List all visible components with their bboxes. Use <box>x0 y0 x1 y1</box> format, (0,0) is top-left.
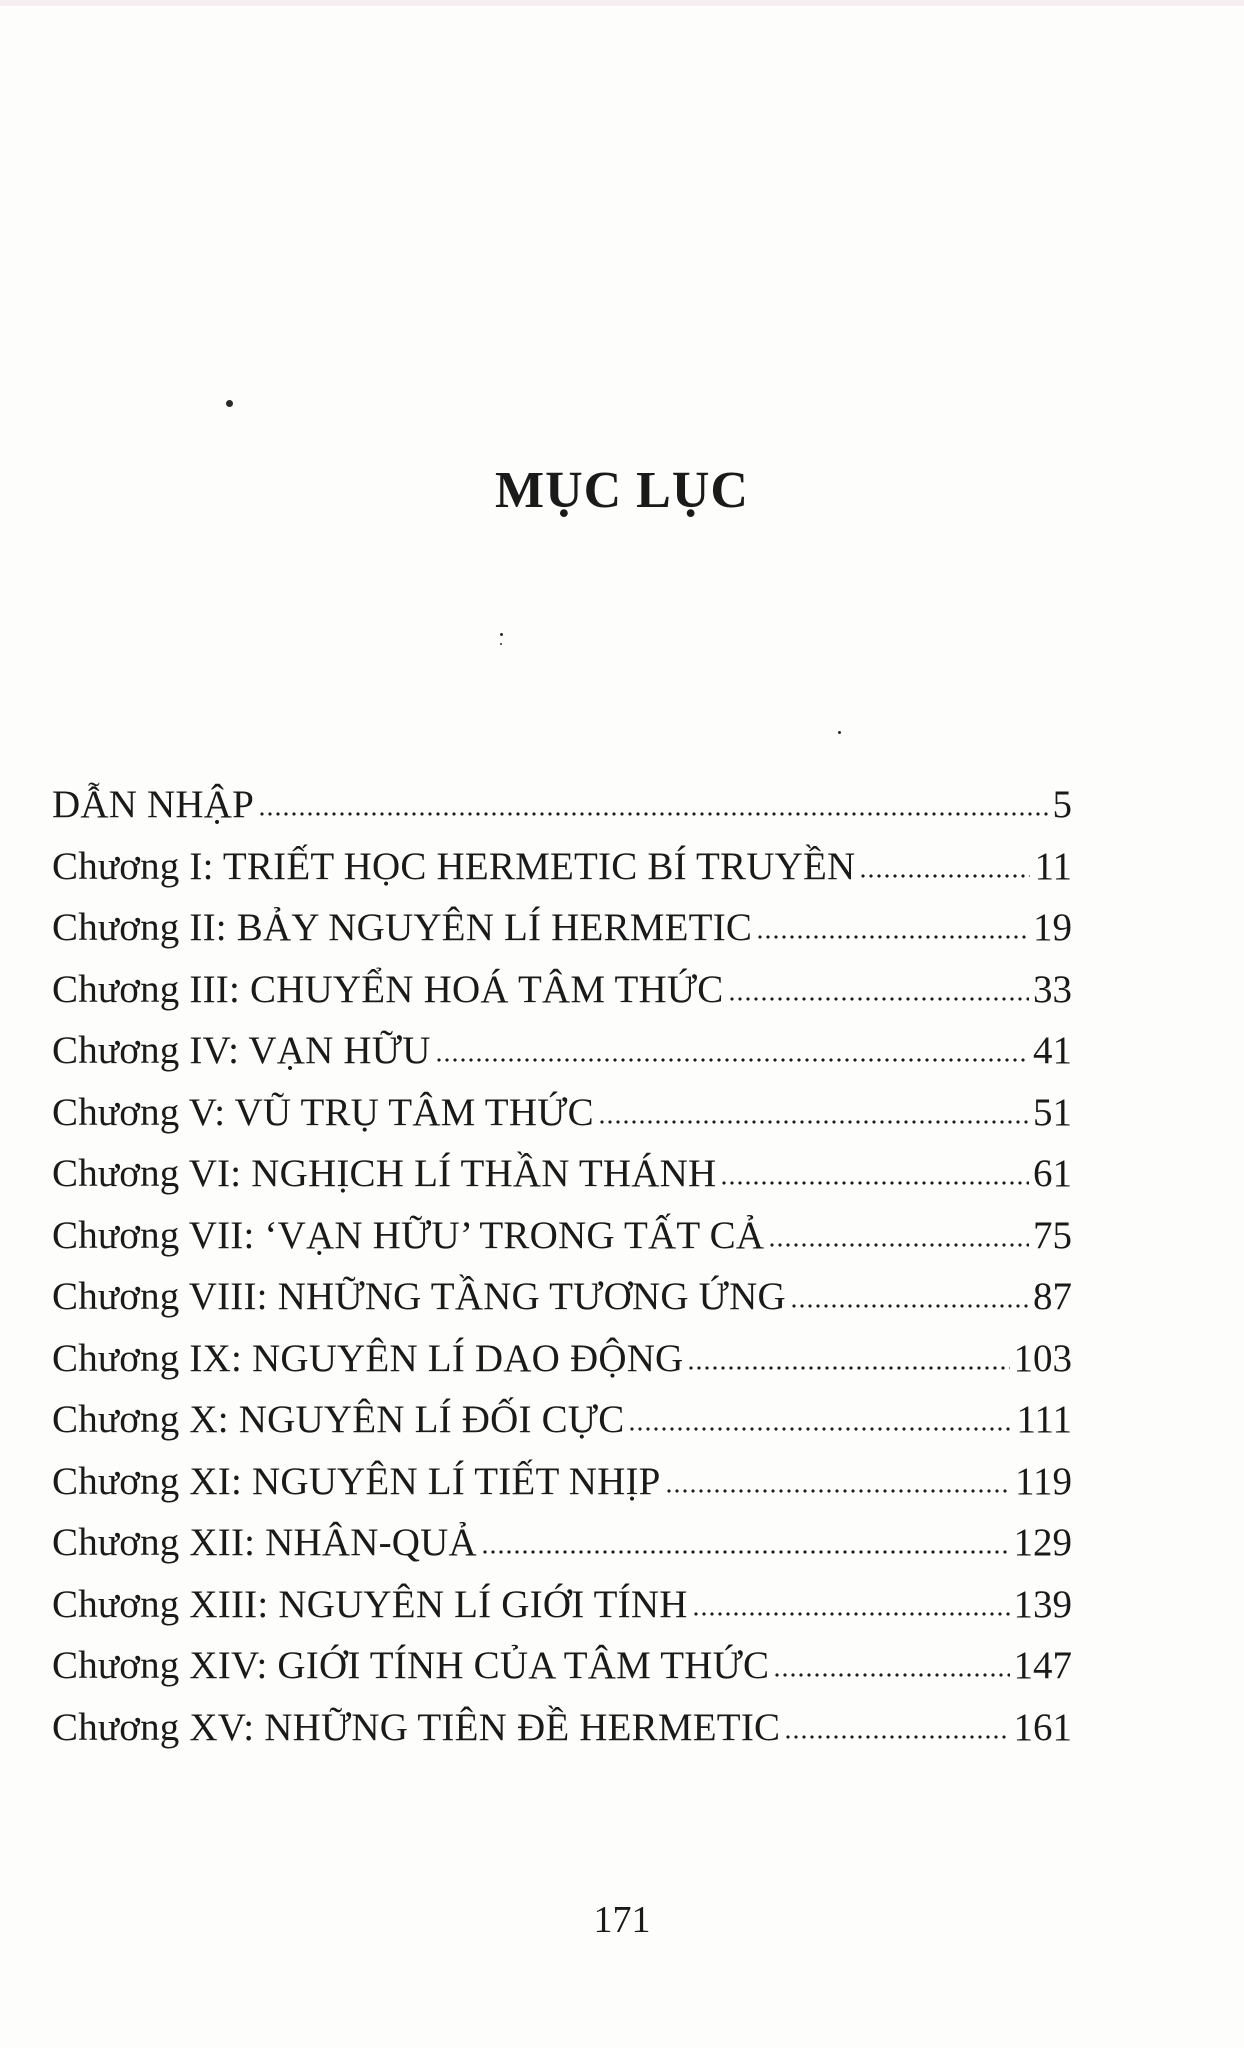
toc-entry <box>52 1574 1072 1636</box>
toc-entry-title: Chương XIV: GIỚI TÍNH CỦA TÂM THỨC <box>52 1644 770 1687</box>
toc-entry-page: 119 <box>1014 1459 1072 1503</box>
toc-entry-page: 87 <box>1033 1275 1072 1318</box>
toc-entry-page: 75 <box>1033 1213 1072 1257</box>
dot-leader <box>773 1673 1009 1677</box>
toc-entry <box>52 1205 1072 1267</box>
toc-entry-title: Chương XV: NHỮNG TIÊN ĐỀ HERMETIC <box>52 1705 781 1749</box>
toc-entry <box>52 1389 1072 1451</box>
dot-leader <box>628 1427 1012 1431</box>
toc-entry-title: Chương III: CHUYỂN HOÁ TÂM THỨC <box>52 967 724 1011</box>
toc-entry-page: 61 <box>1033 1152 1072 1195</box>
toc-entry <box>52 1143 1072 1205</box>
toc-entry-page: 147 <box>1013 1644 1072 1687</box>
page-edge <box>0 0 1244 6</box>
toc-entry-title: Chương II: BẢY NGUYÊN LÍ HERMETIC <box>52 906 753 949</box>
dot-leader <box>784 1735 1009 1739</box>
toc-entry <box>52 836 1072 898</box>
dot-leader <box>481 1550 1010 1554</box>
dot-leader <box>756 935 1029 939</box>
toc-entry-title: DẪN NHẬP <box>52 783 255 826</box>
toc-entry-page: 103 <box>1013 1336 1072 1380</box>
toc-entry-title: Chương IX: NGUYÊN LÍ DAO ĐỘNG <box>52 1336 684 1380</box>
toc-entry-page: 33 <box>1033 967 1072 1011</box>
toc-entry-page: 11 <box>1034 844 1072 888</box>
toc-entry <box>52 1082 1072 1144</box>
toc-entry-title: Chương VI: NGHỊCH LÍ THẦN THÁNH <box>52 1152 717 1195</box>
toc-entry-title: Chương VIII: NHỮNG TẦNG TƯƠNG ỨNG <box>52 1275 786 1318</box>
dot-leader <box>687 1366 1009 1370</box>
toc-entry-page: 111 <box>1016 1398 1072 1441</box>
toc-entry <box>52 1635 1072 1697</box>
ink-speck <box>500 633 503 636</box>
toc-entry <box>52 1020 1072 1082</box>
toc-entry <box>52 1512 1072 1574</box>
toc-entry-title: Chương XII: NHÂN-QUẢ <box>52 1521 477 1564</box>
toc-entry-title: Chương XI: NGUYÊN LÍ TIẾT NHỊP <box>52 1459 661 1503</box>
page-title: MỤC LỤC <box>495 462 749 519</box>
toc-entry-page: 129 <box>1013 1521 1072 1564</box>
ink-speck <box>226 400 233 407</box>
dot-leader <box>692 1612 1010 1616</box>
dot-leader <box>435 1058 1029 1062</box>
table-of-contents <box>52 774 1072 1758</box>
page-number: 171 <box>593 1899 651 1941</box>
toc-entry-page: 5 <box>1052 783 1072 826</box>
ink-speck <box>838 731 841 734</box>
toc-entry <box>52 774 1072 836</box>
toc-entry-title: Chương X: NGUYÊN LÍ ĐỐI CỰC <box>52 1398 625 1441</box>
dot-leader <box>728 997 1029 1001</box>
toc-entry-title: Chương XIII: NGUYÊN LÍ GIỚI TÍNH <box>52 1582 688 1626</box>
toc-entry <box>52 897 1072 959</box>
toc-entry <box>52 1697 1072 1759</box>
toc-entry <box>52 959 1072 1021</box>
toc-entry <box>52 1266 1072 1328</box>
toc-entry-page: 161 <box>1013 1705 1072 1749</box>
dot-leader <box>768 1243 1029 1247</box>
dot-leader <box>598 1120 1029 1124</box>
dot-leader <box>258 812 1048 816</box>
toc-entry-page: 41 <box>1033 1029 1072 1072</box>
dot-leader <box>665 1489 1011 1493</box>
toc-entry-title: Chương IV: VẠN HỮU <box>52 1029 431 1072</box>
toc-entry <box>52 1451 1072 1513</box>
toc-entry <box>52 1328 1072 1390</box>
toc-entry-page: 139 <box>1013 1582 1072 1626</box>
ink-speck <box>500 643 502 645</box>
toc-entry-title: Chương V: VŨ TRỤ TÂM THỨC <box>52 1090 594 1134</box>
toc-entry-page: 19 <box>1033 906 1072 949</box>
toc-entry-title: Chương I: TRIẾT HỌC HERMETIC BÍ TRUYỀN <box>52 844 856 888</box>
dot-leader <box>790 1304 1029 1308</box>
toc-entry-title: Chương VII: ‘VẠN HỮU’ TRONG TẤT CẢ <box>52 1213 765 1257</box>
dot-leader <box>720 1181 1029 1185</box>
toc-entry-page: 51 <box>1033 1090 1072 1134</box>
dot-leader <box>859 874 1030 878</box>
